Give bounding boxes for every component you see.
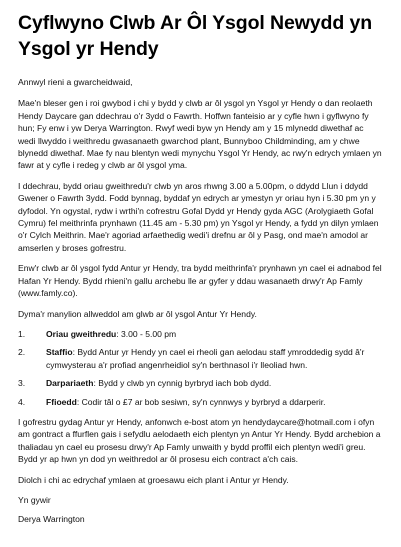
signature-block	[18, 494, 383, 526]
detail-body	[46, 328, 383, 340]
paragraph-registration: I gofrestru gydag Antur yr Hendy, anfonwch e-bost atom yn hendydaycare@hotmail.com i ofyn am gontract a ffurflen gais i sefydlu aelodaeth eich plentyn yn Antur Yr Hendy. Bydd archebion a thaliadau yn cael eu prosesu drwy'r Ap Famly unwaith y bydd proffil eich plentyn wedi'i greu. Bydd yr ap hwn yn dod yn weithredol ar ôl prosesu eich contract a'ch cais.	[18, 416, 381, 465]
detail-text: : Bydd Antur yr Hendy yn cael ei rheoli gan aelodau staff ymroddedig sydd â'r cymwysterau a'r profiad angenrheidiol sy'n berthnasol i'r lleoliad hwn.	[46, 347, 365, 370]
detail-number: 3.	[18, 378, 26, 389]
detail-number: 2.	[18, 347, 26, 358]
detail-number: 1.	[18, 328, 26, 339]
detail-label: Oriau gweithredu	[46, 328, 117, 339]
signature-name: Derya Warrington	[18, 514, 85, 525]
paragraph-intro: Mae'n bleser gen i roi gwybod i chi y bydd y clwb ar ôl ysgol yn Ysgol yr Hendy o dan reolaeth Hendy Daycare gan ddechrau o'r 3ydd o Fawrth. Hoffwn fanteisio ar y cyfle hwn i gyflwyno fy hun; Fy enw i yw Derya Warrington. Rwyf wedi byw yn Hendy am y 15 mlynedd diwethaf ac wedi llwyddo i weithredu gwasanaeth gwarchod plant, Bunnyboo Childminding, am y chwe blynedd diwethaf. Mae fy nau blentyn wedi mynychu Ysgol Yr Hendy, ac rwy'n edrych ymlaen yn fawr at y cyfle i redeg y clwb ar ôl ysgol yma.	[18, 98, 382, 171]
detail-item	[18, 396, 383, 408]
detail-body	[46, 396, 383, 408]
paragraph-hours: I ddechrau, bydd oriau gweithredu'r clwb yn aros rhwng 3.00 a 5.00pm, o ddydd Llun i ddydd Gwener o Fawrth 3ydd. Fodd bynnag, byddaf yn edrych ar ymestyn yr oriau hyn i 5.30 pm yn y dyfodol. Yn ogystal, rydw i wrthi'n cofrestru Gofal Dydd yr Hendy gyda AGC (Arolygiaeth Gofal Cymru) fel meithrinfa prynhawn (11.45 am - 5.30 pm) yn Ysgol yr Hendy, a fydd yn dilyn ymlaen o'r Cylch Meithrin. Mae'r agoriad arfaethedig wedi'i drefnu ar ôl y Pasg, ond mae'n amodol ar amserlen y broses gofrestru.	[18, 180, 379, 253]
detail-body	[46, 346, 383, 371]
detail-text: : Codir tâl o £7 ar bob sesiwn, sy'n cynnwys y byrbryd a ddarperir.	[76, 396, 326, 407]
detail-label: Darpariaeth	[46, 378, 94, 389]
detail-text: : 3.00 - 5.00 pm	[116, 328, 177, 339]
detail-text: : Bydd y clwb yn cynnig byrbryd iach bob dydd.	[93, 378, 272, 389]
signoff: Yn gywir	[18, 494, 51, 505]
detail-item	[18, 377, 383, 389]
detail-label: Staffio	[46, 347, 73, 358]
paragraph-names: Enw'r clwb ar ôl ysgol fydd Antur yr Hendy, tra bydd meithrinfa'r prynhawn yn cael ei adnabod fel Hafan Yr Hendy. Bydd rhieni'n gallu archebu lle ar gyfer y ddau wasanaeth drwy'r Ap Famly (www.famly.co).	[18, 263, 382, 299]
page-title: Cyflwyno Clwb Ar Ôl Ysgol Newydd yn Ysgol yr Hendy	[18, 12, 373, 60]
detail-item	[18, 346, 383, 371]
paragraph-details-intro: Dyma'r manylion allweddol am glwb ar ôl ysgol Antur Yr Hendy.	[18, 308, 257, 319]
detail-number: 4.	[18, 396, 26, 407]
key-details-list	[18, 328, 383, 408]
salutation: Annwyl rieni a gwarcheidwaid,	[18, 77, 133, 87]
detail-item	[18, 328, 383, 340]
paragraph-thanks: Diolch i chi ac edrychaf ymlaen at groesawu eich plant i Antur yr Hendy.	[18, 474, 289, 485]
detail-label: Ffioedd	[46, 396, 77, 407]
detail-body	[46, 377, 383, 389]
